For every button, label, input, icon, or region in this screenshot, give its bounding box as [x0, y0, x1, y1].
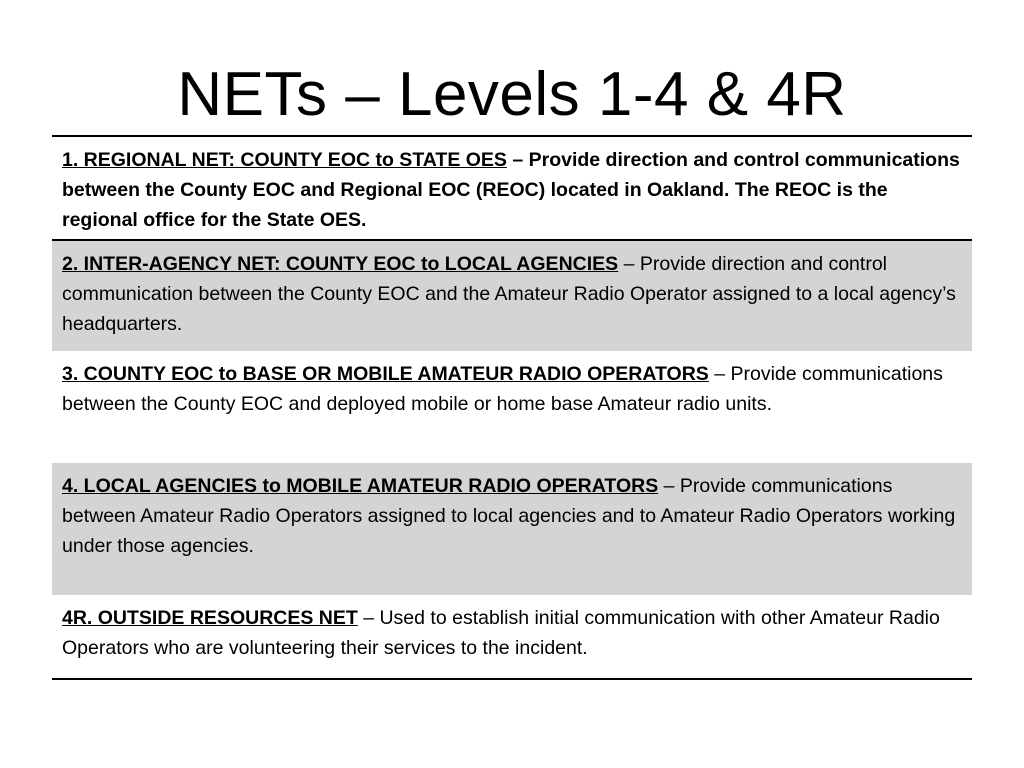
net-title: 3. COUNTY EOC to BASE OR MOBILE AMATEUR RADIO OPERATORS — [62, 363, 709, 385]
net-description: – Provide direction and control communication between the County EOC and the Amateur Radio Operator assigned to a local agency’s headquarters. — [62, 253, 956, 335]
net-description: – Provide communications between the County EOC and deployed mobile or home base Amateur radio units. — [62, 363, 943, 415]
net-row-county-to-operators — [52, 351, 972, 463]
net-title: 4. LOCAL AGENCIES to MOBILE AMATEUR RADIO OPERATORS — [62, 475, 659, 497]
net-description: – Provide communications between Amateur Radio Operators assigned to local agencies and to Amateur Radio Operators working under those agencies. — [62, 475, 956, 557]
slide-title: NETs – Levels 1-4 & 4R — [177, 60, 847, 129]
net-description: – Used to establish initial communication with other Amateur Radio Operators who are volunteering their services to the incident. — [62, 607, 940, 659]
nets-table — [52, 135, 972, 680]
net-row-inter-agency — [52, 241, 972, 351]
net-row-regional — [52, 137, 972, 241]
net-title: 2. INTER-AGENCY NET: COUNTY EOC to LOCAL AGENCIES — [62, 253, 619, 275]
net-description: – Provide direction and control communications between the County EOC and Regional EOC (REOC) located in Oakland. The REOC is the regional office for the State OES. — [62, 149, 960, 231]
net-row-local-agencies — [52, 463, 972, 595]
net-row-outside-resources — [52, 595, 972, 678]
net-title: 4R. OUTSIDE RESOURCES NET — [62, 607, 358, 629]
net-title: 1. REGIONAL NET: COUNTY EOC to STATE OES — [62, 149, 507, 171]
